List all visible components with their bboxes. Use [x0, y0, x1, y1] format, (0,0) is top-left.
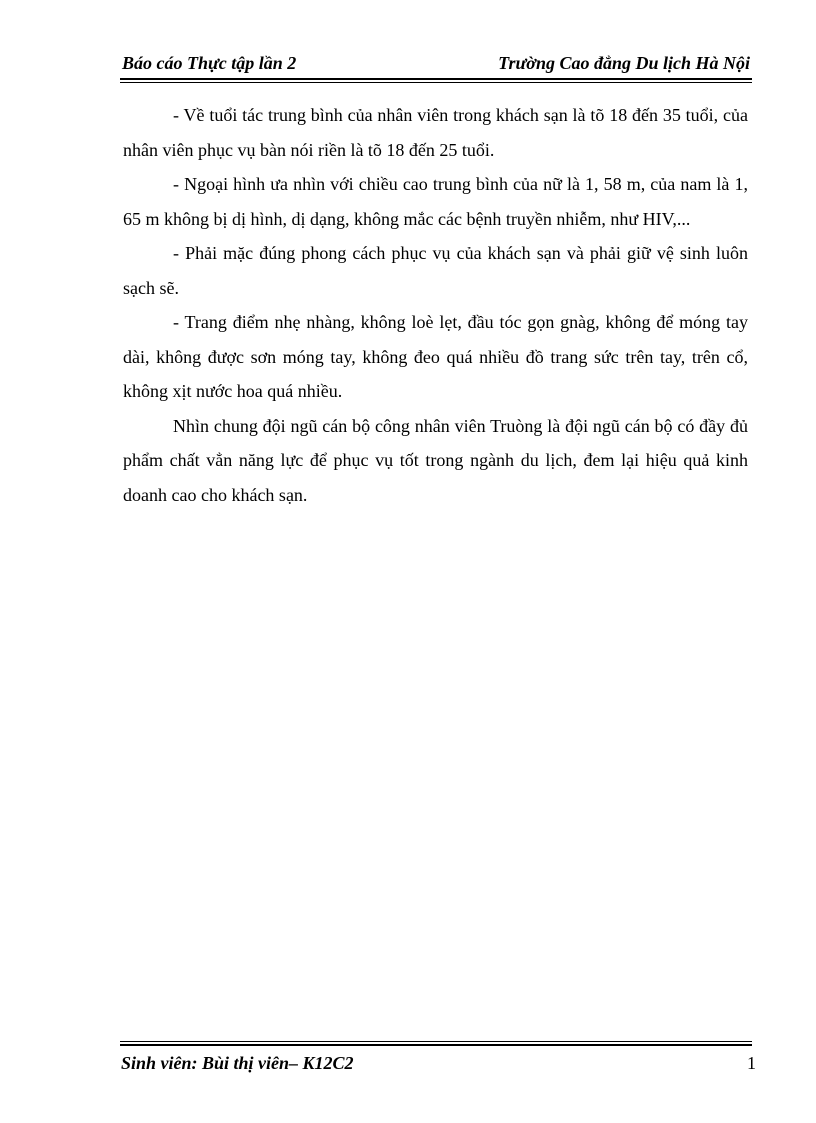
paragraph-makeup: - Trang điểm nhẹ nhàng, không loè lẹt, đầu tóc gọn gnàg, không để móng tay dài, không được sơn móng tay, không đeo quá nhiều đồ trang sức trên tay, trên cổ, không xịt nước hoa quá nhiều.: [123, 312, 748, 401]
paragraph-appearance: - Ngoại hình ưa nhìn với chiều cao trung bình của nữ là 1, 58 m, của nam là 1, 65 m không bị dị hình, dị dạng, không mắc các bệnh truyền nhiễm, như HIV,...: [123, 174, 748, 229]
page-header: [120, 52, 752, 76]
footer-divider-thick: [120, 1044, 752, 1046]
header-divider-thick: [120, 78, 752, 80]
header-divider-thin: [120, 82, 752, 83]
document-body: [123, 98, 748, 512]
footer-student-name: Sinh viên: Bùi thị viên– K12C2: [121, 1053, 354, 1073]
paragraph-age: - Về tuổi tác trung bình của nhân viên trong khách sạn là tõ 18 đến 35 tuổi, của nhân viên phục vụ bàn nói riền là tõ 18 đến 25 tuổi.: [123, 105, 748, 160]
header-school-name: Trường Cao đẳng Du lịch Hà Nội: [498, 53, 750, 73]
paragraph-uniform: - Phải mặc đúng phong cách phục vụ của khách sạn và phải giữ vệ sinh luôn sạch sẽ.: [123, 243, 748, 298]
page-number: 1: [747, 1053, 756, 1073]
footer-divider-thin: [120, 1041, 752, 1042]
header-report-title: Báo cáo Thực tập lần 2: [122, 53, 297, 73]
paragraph-summary: Nhìn chung đội ngũ cán bộ công nhân viên Truòng là đội ngũ cán bộ có đầy đủ phẩm chất vẳn năng lực để phục vụ tốt trong ngành du lịch, đem lại hiệu quả kinh doanh cao cho khách sạn.: [123, 415, 748, 505]
